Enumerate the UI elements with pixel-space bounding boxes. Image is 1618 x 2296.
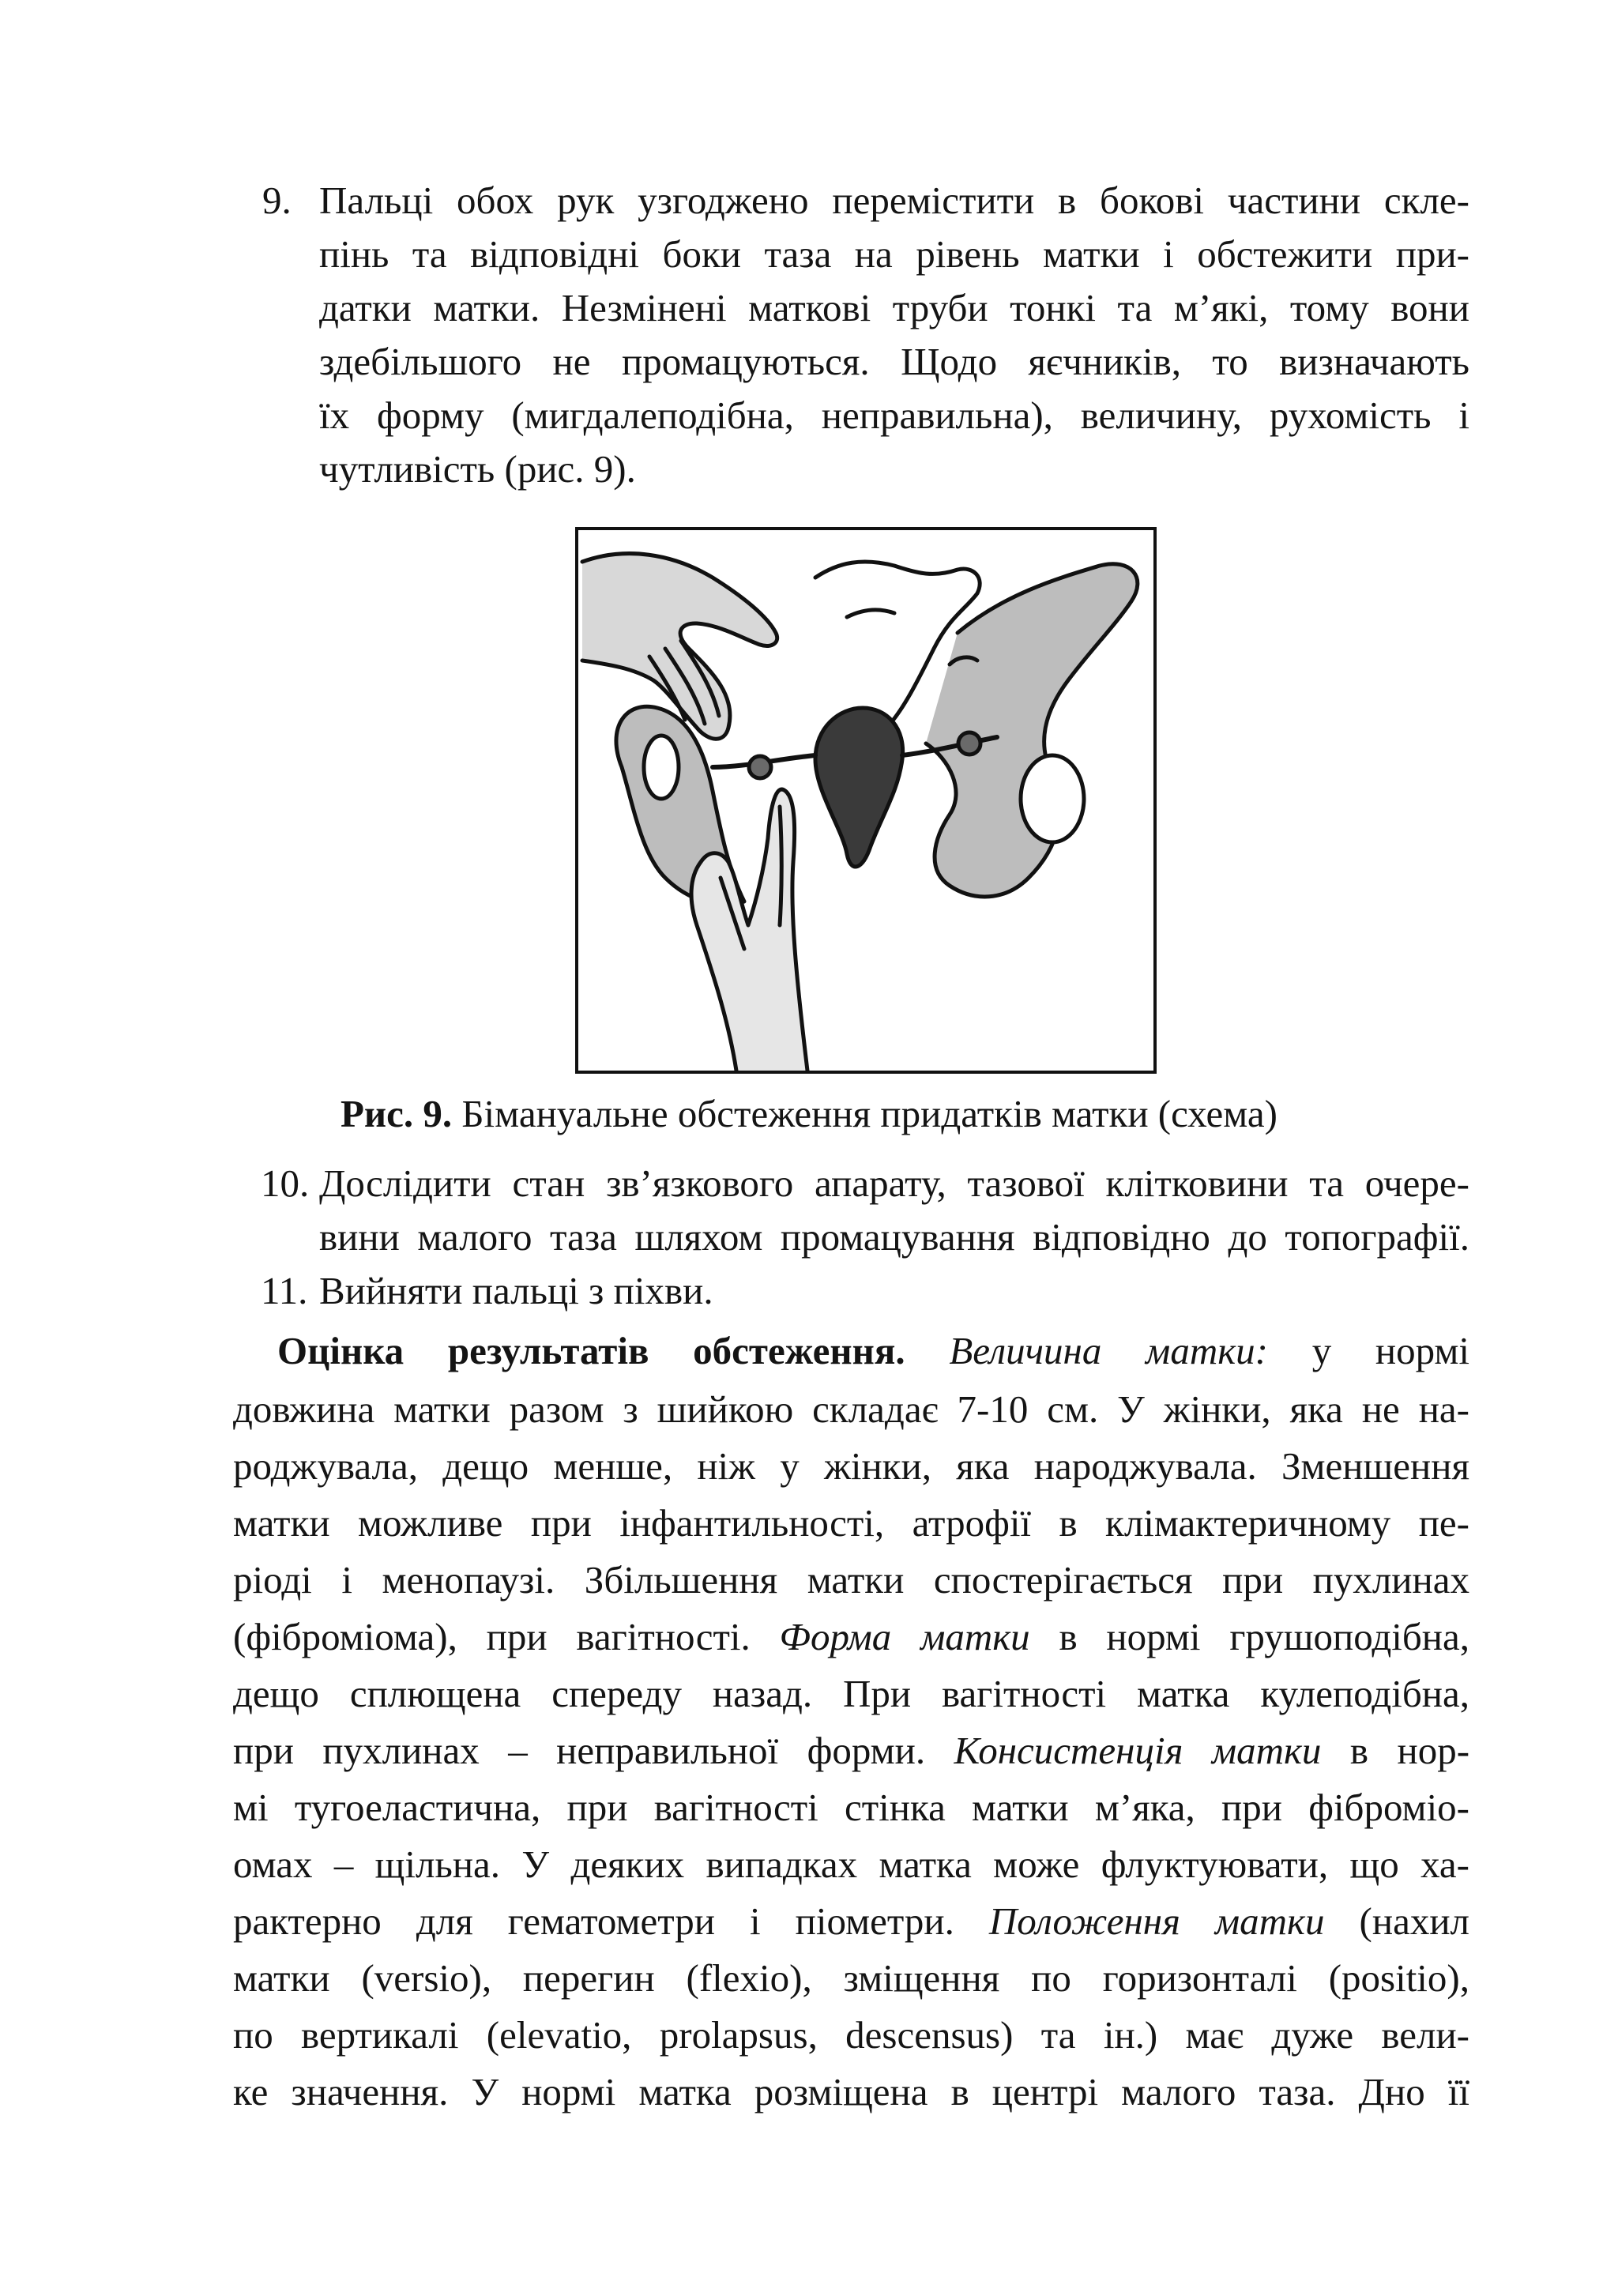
assessment-line-9: мі тугоеластична, при вагітності стінка матки м’яка, при фіброміо-: [233, 1786, 1469, 1829]
uterus-consistency-term: Консистенція матки: [954, 1729, 1322, 1772]
item10-line-2: вини малого таза шляхом промацування відповідно до топографії.: [319, 1215, 1469, 1259]
item9-line-5: їх форму (мигдалеподібна, неправильна), величину, рухомість і: [319, 393, 1469, 437]
assessment-line-5: ріоді і менопаузі. Збільшення матки спостерігається при пухлинах: [233, 1558, 1469, 1602]
list-number-10: 10.: [261, 1161, 310, 1205]
assessment-line-8-b: в нор-: [1349, 1729, 1470, 1772]
assessment-line-6-b: в нормі грушоподібна,: [1059, 1615, 1470, 1658]
assessment-line-11-b: (нахил: [1359, 1899, 1469, 1943]
figure-bimanual-exam-illustration: [575, 527, 1157, 1074]
assessment-line-1-rest: у нормі: [1311, 1329, 1470, 1372]
item11-line-1: Вийняти пальці з піхви.: [319, 1269, 713, 1312]
item9-line-2: пінь та відповідні боки таза на рівень матки і обстежити при-: [319, 232, 1469, 276]
assessment-line-14: ке значення. У нормі матка розміщена в центрі малого таза. Дно її: [233, 2070, 1469, 2113]
figure-caption-text: Бімануальне обстеження придатків матки (схема): [452, 1092, 1277, 1135]
uterus-position-term: Положення матки: [988, 1899, 1325, 1943]
assessment-line-7: дещо сплющена спереду назад. При вагітності матка кулеподібна,: [233, 1672, 1469, 1715]
uterus-size-term: Величина матки:: [949, 1329, 1268, 1372]
uterus-shape-term: Форма матки: [779, 1615, 1030, 1658]
assessment-line-8: [233, 1726, 1469, 1776]
assessment-line-6: [233, 1612, 1469, 1662]
item9-line-3: датки матки. Незмінені маткові труби тонкі та м’які, тому вони: [319, 286, 1469, 329]
item9-line-4: здебільшого не промацуються. Щодо яєчників, то визначають: [319, 340, 1469, 383]
assessment-line-11: [233, 1896, 1469, 1947]
item9-line-1: Пальці обох рук узгоджено перемістити в бокові частини скле-: [319, 179, 1469, 222]
assessment-line-8-a: при пухлинах – неправильної форми.: [233, 1729, 926, 1772]
item9-line-6: чутливість (рис. 9).: [319, 447, 636, 491]
pelvis-hands-drawing: [578, 530, 1153, 1071]
figure-caption-label: Рис. 9.: [340, 1092, 453, 1135]
assessment-line-10: омах – щільна. У деяких випадках матка може флуктуювати, що ха-: [233, 1842, 1469, 1886]
assessment-line-12: матки (versio), перегин (flexio), зміщення по горизонталі (positio),: [233, 1956, 1469, 2000]
assessment-line-13: по вертикалі (elevatio, prolapsus, descensus) та ін.) має дуже вели-: [233, 2013, 1469, 2057]
figure-caption: [0, 1089, 1618, 1139]
uterus-shape: [815, 708, 903, 867]
assessment-line-3: роджувала, дещо менше, ніж у жінки, яка народжувала. Зменшення: [233, 1444, 1469, 1488]
list-number-11: 11.: [261, 1269, 308, 1312]
assessment-line-2: довжина матки разом з шийкою складає 7-10 см. У жінки, яка не на-: [233, 1387, 1469, 1431]
assessment-line-4: матки можливе при інфантильності, атрофії в клімактеричному пе-: [233, 1501, 1469, 1545]
assessment-heading: Оцінка результатів обстеження.: [277, 1329, 905, 1372]
assessment-line-11-a: рактерно для гематометри і піометри.: [233, 1899, 954, 1943]
assessment-line-6-a: (фіброміома), при вагітності.: [233, 1615, 751, 1658]
list-number-9: 9.: [262, 179, 292, 222]
assessment-line-1: [277, 1326, 1469, 1376]
item10-line-1: Дослідити стан зв’язкового апарату, тазової клітковини та очере-: [319, 1161, 1469, 1205]
